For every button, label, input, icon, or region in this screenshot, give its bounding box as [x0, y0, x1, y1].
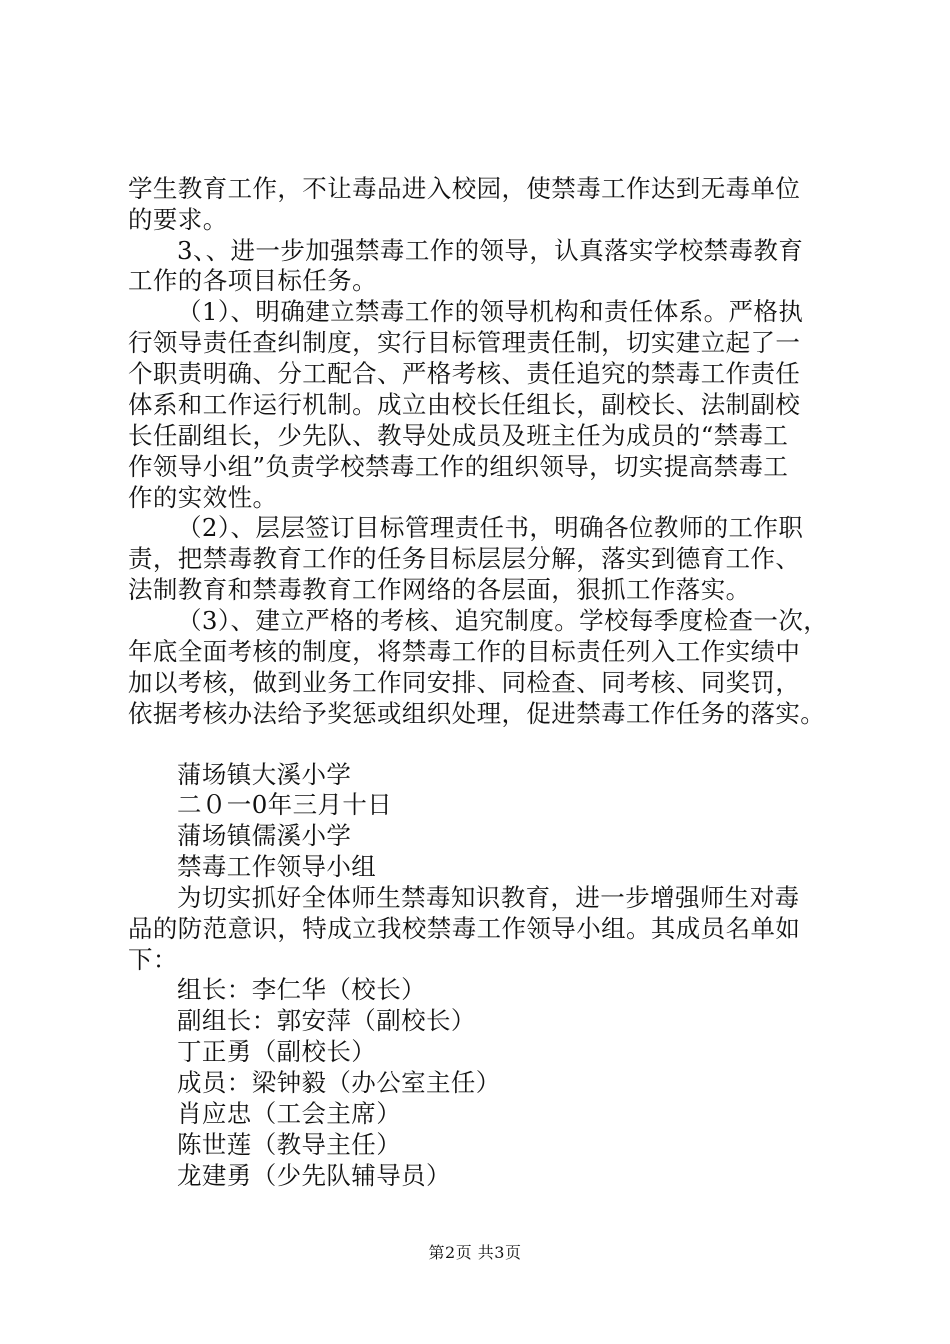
text-line: 法制教育和禁毒教育工作网络的各层面，狠抓工作落实。: [128, 575, 751, 604]
text-line: （1）、明确建立禁毒工作的领导机构和责任体系。严格执: [177, 297, 804, 326]
text-line: 作的实效性。: [128, 483, 278, 512]
member-line: 陈世莲（教导主任）: [177, 1130, 402, 1159]
text-line: 责，把禁毒教育工作的任务目标层层分解，落实到德育工作、: [128, 544, 801, 573]
heading-school: 蒲场镇儒溪小学: [177, 821, 352, 850]
text-line: 的要求。: [128, 205, 228, 234]
text-line: 3、、进一步加强禁毒工作的领导，认真落实学校禁毒教育: [177, 236, 804, 265]
text-line: 品的防范意识，特成立我校禁毒工作领导小组。其成员名单如: [128, 914, 801, 943]
member-line: 组长：李仁华（校长）: [177, 975, 426, 1004]
text-line: 年底全面考核的制度，将禁毒工作的目标责任列入工作实绩中: [128, 637, 801, 666]
text-line: 作领导小组”负责学校禁毒工作的组织领导，切实提高禁毒工: [128, 452, 789, 481]
member-line: 成员：梁钟毅（办公室主任）: [177, 1068, 501, 1097]
text-line: 个职责明确、分工配合、严格考核、责任追究的禁毒工作责任: [128, 359, 801, 388]
text-line: 依据考核办法给予奖惩或组织处理，促进禁毒工作任务的落实。: [128, 699, 826, 728]
text-line: 下：: [128, 945, 178, 974]
member-line: 副组长：郭安萍（副校长）: [177, 1006, 476, 1035]
text-line: 加以考核，做到业务工作同安排、同检查、同考核、同奖罚，: [128, 668, 801, 697]
heading-group: 禁毒工作领导小组: [177, 852, 377, 881]
member-line: 肖应忠（工会主席）: [177, 1099, 402, 1128]
text-line: （2）、层层签订目标管理责任书，明确各位教师的工作职: [177, 513, 804, 542]
text-line: 长任副组长，少先队、教导处成员及班主任为成员的“禁毒工: [128, 421, 789, 450]
signature-date: 二０一0年三月十日: [177, 790, 393, 819]
member-line: 龙建勇（少先队辅导员）: [177, 1161, 451, 1190]
signature-school: 蒲场镇大溪小学: [177, 760, 352, 789]
text-line: 学生教育工作，不让毒品进入校园，使禁毒工作达到无毒单位: [128, 174, 801, 203]
page-number: 第2页 共3页: [428, 1243, 522, 1262]
text-line: 为切实抓好全体师生禁毒知识教育，进一步增强师生对毒: [177, 883, 800, 912]
text-line: （3）、建立严格的考核、追究制度。学校每季度检查一次，: [177, 606, 829, 635]
text-line: 体系和工作运行机制。成立由校长任组长，副校长、法制副校: [128, 390, 801, 419]
member-line: 丁正勇（副校长）: [177, 1037, 377, 1066]
text-line: 工作的各项目标任务。: [128, 266, 377, 295]
text-line: 行领导责任查纠制度，实行目标管理责任制，切实建立起了一: [128, 328, 801, 357]
